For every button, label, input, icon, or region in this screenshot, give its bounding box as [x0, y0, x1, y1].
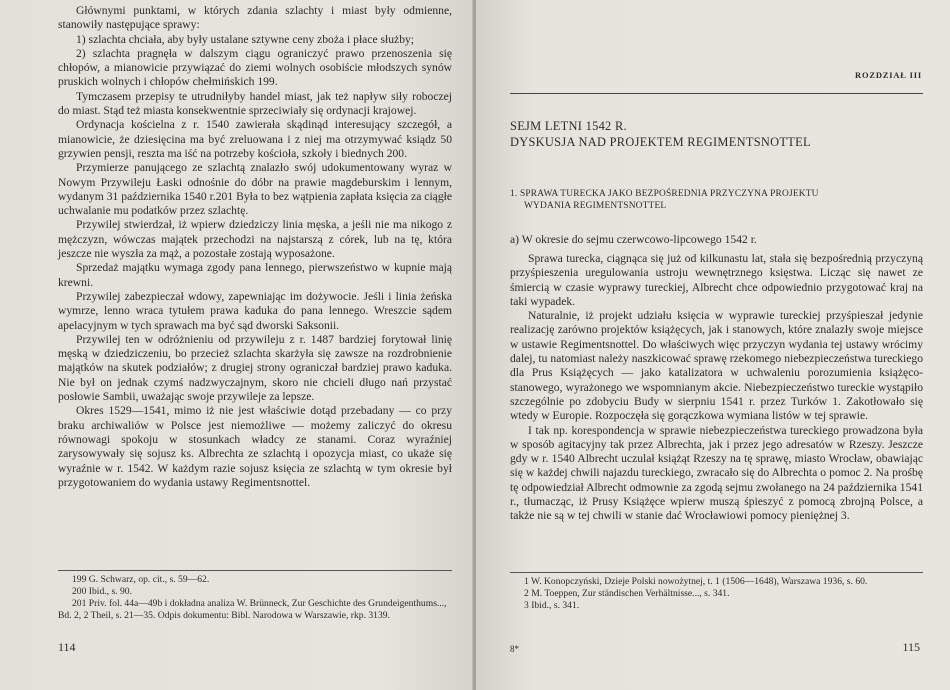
paragraph: Przywilej zabezpieczał wdowy, zapewniając im dożywocie. Jeśli i linia żeńska wymrze, lenno wraca tytułem prawa kaduka do pana lennego. Wreszcie sądem apelacyjnym w tych sprawach ma być sąd dworski Saksonii. — [58, 289, 452, 332]
paragraph: Przymierze panującego ze szlachtą znalazło swój udokumentowany wyraz w Nowym Przywileju Łaski odnośnie do dóbr na prawie magdeburskim i lennym, wydanym 31 października 1540 r.201 Była to bez wątpienia zapłata księcia za ciągłe uchwalanie mu podatków przez szlachtę. — [58, 161, 452, 218]
section-title-line-1: 1. SPRAWA TURECKA JAKO BEZPOŚREDNIA PRZYCZYNA PROJEKTU — [510, 189, 819, 199]
chapter-title-line-1: SEJM LETNI 1542 R. — [510, 119, 627, 133]
paragraph: Przywilej ten w odróżnieniu od przywileju z r. 1487 bardziej forytował linię męską w dziedziczeniu, bo przecież szlachta skarżyła się zawsze na rozdrobnienie majątków na skutek podziałów; z drugiej strony ograniczał bardziej prawo kaduka. Nie był on jednak czymś nadzwyczajnym, skoro nie chcieli długo nań przystać posłowie Sambii, uważając swoje przywileje za lepsze. — [58, 332, 452, 404]
left-footnotes — [58, 570, 452, 622]
footnote: 1 W. Konopczyński, Dzieje Polski nowożytnej, t. 1 (1506—1648), Warszawa 1936, s. 60. — [524, 576, 868, 587]
signature-mark: 8* — [510, 644, 519, 654]
footnote: 201 Priv. fol. 44a—49b i dokładna analiza W. Brünneck, Zur Geschichte des Grundeigenthums..., Bd. 2, 2 Theil, s. 21—35. Odpis dokumentu: Bibl. Narodowa w Warszawie, rkp. 3139. — [58, 598, 447, 621]
running-head: ROZDZIAŁ III — [855, 70, 922, 80]
paragraph: Naturalnie, iż projekt udziału księcia w wyprawie tureckiej przyśpieszał jedynie realizację zarówno projektów książęcych, jak i stanowych, które znalazły swoje miejsce w ustawie Regimentsnottel. Do właściwych więc przyczyn wydania tej ustawy wrócimy dalej, tu natomiast należy naszkicować sprawę rzekomego niebezpieczeństwa tureckiego dla Prus Książęcych — jako katalizatora w uchwaleniu porozumienia książęco-stanowego, wyrażonego we wspomnianym akcie. Niebezpieczeństwo tureckie wystąpiło szczególnie po zdobyciu Budy w sierpniu 1541 r. przez Turków 1. Zakotłowało się wtedy w Europie. Rozpoczęła się gorączkowa wymiana listów w tej sprawie. — [510, 309, 923, 423]
paragraph: Tymczasem przepisy te utrudniłyby handel miast, jak też napływ siły roboczej do miast. Stąd też miasta konsekwentnie sprzeciwiały się ordynacji krajowej. — [58, 89, 452, 118]
paragraph: 1) szlachta chciała, aby były ustalane sztywne ceny zboża i płace służby; — [76, 32, 415, 46]
left-page-number: 114 — [58, 640, 76, 654]
footnote: 199 G. Schwarz, op. cit., s. 59—62. — [72, 574, 210, 585]
section-title — [510, 188, 923, 212]
subsection-heading: a) W okresie do sejmu czerwcowo-lipcowego 1542 r. — [510, 233, 757, 246]
paragraph: Sprzedaż majątku wymaga zgody pana lennego, pierwszeństwo w kupnie mają krewni. — [58, 261, 452, 289]
left-body-text — [58, 4, 452, 490]
chapter-title-line-2: DYSKUSJA NAD PROJEKTEM REGIMENTSNOTTEL — [510, 135, 811, 149]
paragraph: I tak np. korespondencja w sprawie niebezpieczeństwa tureckiego prowadzona była w sposób agitacyjny tak przez Albrechta, jak i przez jego adresatów w Rzeszy. Jeszcze gdy w r. 1540 Albrecht uczulał książąt Rzeszy na tę sprawę, miasto Wrocław, obawiając się w każdej chwili najazdu tureckiego, zwracało się do Albrechta o pomoc 2. Na prośbę tę odpowiedział Albrecht odmownie za zgodą sejmu zwołanego na 24 października 1541 r., tłumacząc, iż Prusy Książęce wpierw muszą śpieszyć z pomocą zbrojną Polsce, a także nie są w tej chwili w stanie dać Wrocławiowi pomocy pieniężnej 3. — [510, 423, 923, 523]
footnote: 3 Ibid., s. 341. — [524, 600, 580, 611]
footnote: 200 Ibid., s. 90. — [72, 586, 132, 597]
right-page-number: 115 — [902, 640, 920, 654]
paragraph: Okres 1529—1541, mimo iż nie jest właściwie dotąd przebadany — co przy braku archiwaliów w Polsce jest niemożliwe — możemy zaliczyć do okresu równowagi spokoju w stosunkach władcy ze stanami. Coraz wyraźniej zarysowywały się sojusz ks. Albrechta ze szlachtą i opozycja miast, co ukaże się wyraźnie w r. 1542. W każdym razie sojusz księcia ze szlachtą w tym okresie był przygotowaniem do wydania ustawy Regimentsnottel. — [58, 404, 452, 489]
chapter-title — [510, 118, 923, 150]
paragraph: Przywilej stwierdzał, iż wpierw dziedziczy linia męska, a jeśli nie ma nikogo z mężczyzn, wówczas majątek przechodzi na najstarszą z córek, lub na tę, która jeszcze nie wyszła za mąż, a pozostałe zostają wyposażone. — [58, 218, 452, 261]
paragraph: Sprawa turecka, ciągnąca się już od kilkunastu lat, stała się bezpośrednią przyczyną przyśpieszenia uregulowania ustroju wewnętrznego księstwa. Licząc się nawet ze śmiercią w czasie wyprawy tureckiej, Albrecht chce odpowiednio przygotować kraj na taki wypadek. — [510, 252, 923, 308]
right-footnotes — [510, 572, 923, 612]
header-rule — [510, 93, 923, 94]
right-body-text — [510, 252, 923, 524]
paragraph: Głównymi punktami, w których zdania szlachty i miast były odmienne, stanowiły następujące sprawy: — [58, 4, 452, 32]
section-title-line-2: WYDANIA REGIMENTSNOTTEL — [524, 201, 667, 211]
footnote: 2 M. Toeppen, Zur ständischen Verhältnisse..., s. 341. — [524, 588, 730, 599]
paragraph: Ordynacja kościelna z r. 1540 zawierała skądinąd interesujący szczegół, a mianowicie, że dziesięcina ma być zreluowana i z niej ma otrzymywać ksiądz 50 grzywien pensji, reszta ma iść na potrzeby kościoła, szkoły i biednych 200. — [58, 118, 452, 160]
paragraph: 2) szlachta pragnęła w dalszym ciągu ograniczyć prawo przenoszenia się chłopów, a mianowicie przywiązać do ziemi wolnych osobiście młodszych synów pruskich wolnych i chłopów chełmińskich 199. — [58, 46, 452, 89]
left-page — [0, 0, 474, 690]
